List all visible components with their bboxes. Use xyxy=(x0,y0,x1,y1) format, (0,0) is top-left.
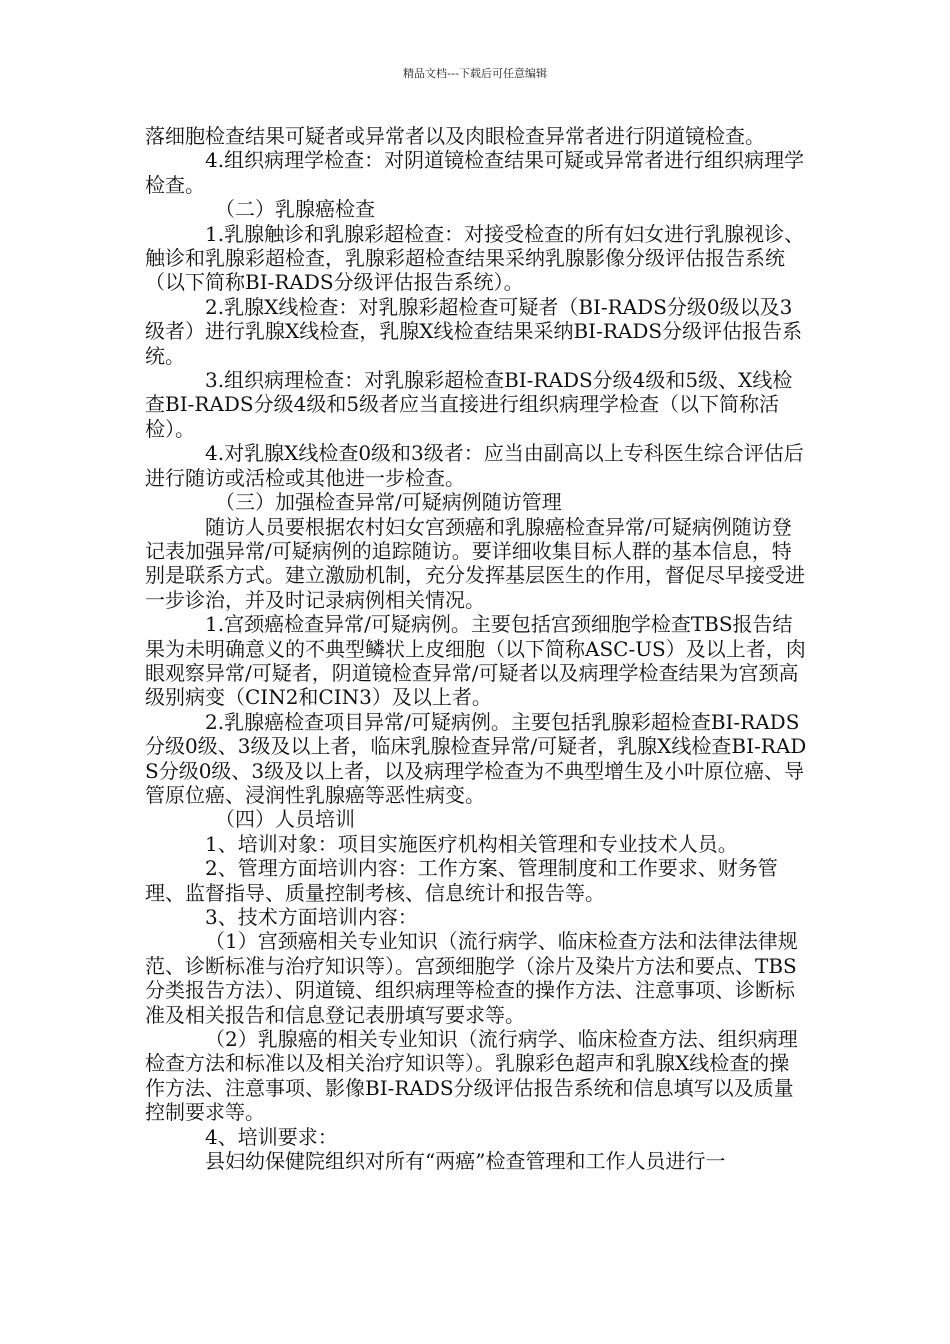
section-heading-breast-cancer-exam: （二）乳腺癌检查 xyxy=(215,197,375,222)
page-header: 精品文档---下载后可任意编辑 xyxy=(403,67,547,80)
paragraph-9: 随访人员要根据农村妇女宫颈癌和乳腺癌检查异常/可疑病例随访登记表加强异常/可疑病例的追踪随访。要详细收集目标人群的基本信息，特别是联系方式。建立激励机制，充分发挥基层医生的作用，督促尽早接受进一步诊治，并及时记录病例相关情况。 xyxy=(145,514,805,612)
paragraph-5: 2.乳腺X线检查：对乳腺彩超检查可疑者（BI-RADS分级0级以及3级者）进行乳腺X线检查，乳腺X线检查结果采纳BI-RADS分级评估报告系统。 xyxy=(145,294,803,368)
paragraph-19: 县妇幼保健院组织对所有“两癌”检查管理和工作人员进行一 xyxy=(205,1149,726,1174)
paragraph-18: 4、培训要求： xyxy=(205,1124,338,1149)
paragraph-2: 4.组织病理学检查：对阴道镜检查结果可疑或异常者进行组织病理学检查。 xyxy=(145,148,805,197)
paragraph-17: （2）乳腺癌的相关专业知识（流行病学、临床检查方法、组织病理检查方法和标准以及相关治疗知识等）。乳腺彩色超声和乳腺X线检查的操作方法、注意事项、影像BI-RADS分级评估报告系统和信息填写以及质量控制要求等。 xyxy=(145,1027,798,1125)
section-heading-follow-up: （三）加强检查异常/可疑病例随访管理 xyxy=(215,490,562,515)
paragraph-14: 2、管理方面培训内容：工作方案、管理制度和工作要求、财务管理、监督指导、质量控制考核、信息统计和报告等。 xyxy=(145,856,778,905)
paragraph-16: （1）宫颈癌相关专业知识（流行病学、临床检查方法和法律法律规范、诊断标准与治疗知识等）。宫颈细胞学（涂片及染片方法和要点、TBS分类报告方法）、阴道镜、组织病理等检查的操作方法、注意事项、诊断标准及相关报告和信息登记表册填写要求等。 xyxy=(145,929,798,1027)
document-body xyxy=(145,124,809,1173)
paragraph-7: 4.对乳腺X线检查0级和3级者：应当由副高以上专科医生综合评估后进行随访或活检或其他进一步检查。 xyxy=(145,441,804,490)
paragraph-11: 2.乳腺癌检查项目异常/可疑病例。主要包括乳腺彩超检查BI-RADS分级0级、3级及以上者，临床乳腺检查异常/可疑者，乳腺X线检查BI-RADS分级0级、3级及以上者，以及病理学检查为不典型增生及小叶原位癌、导管原位癌、浸润性乳腺癌等恶性病变。 xyxy=(145,709,807,807)
paragraph-10: 1.宫颈癌检查异常/可疑病例。主要包括宫颈细胞学检查TBS报告结果为未明确意义的不典型鳞状上皮细胞（以下简称ASC-US）及以上者，肉眼观察异常/可疑者，阴道镜检查异常/可疑者以及病理学检查结果为宫颈高级别病变（CIN2和CIN3）及以上者。 xyxy=(145,612,806,710)
paragraph-15: 3、技术方面培训内容： xyxy=(205,905,418,929)
paragraph-4: 1.乳腺触诊和乳腺彩超检查：对接受检查的所有妇女进行乳腺视诊、触诊和乳腺彩超检查，乳腺彩超检查结果采纳乳腺影像分级评估报告系统（以下简称BI-RADS分级评估报告系统）。 xyxy=(145,221,805,295)
paragraph-6: 3.组织病理检查：对乳腺彩超检查BI-RADS分级4级和5级、X线检查BI-RADS分级4级和5级者应当直接进行组织病理学检查（以下简称活检）。 xyxy=(145,368,793,441)
paragraph-1: 落细胞检查结果可疑者或异常者以及肉眼检查异常者进行阴道镜检查。 xyxy=(145,124,765,148)
section-heading-training: （四）人员培训 xyxy=(215,807,355,832)
paragraph-13: 1、培训对象：项目实施医疗机构相关管理和专业技术人员。 xyxy=(205,831,738,856)
